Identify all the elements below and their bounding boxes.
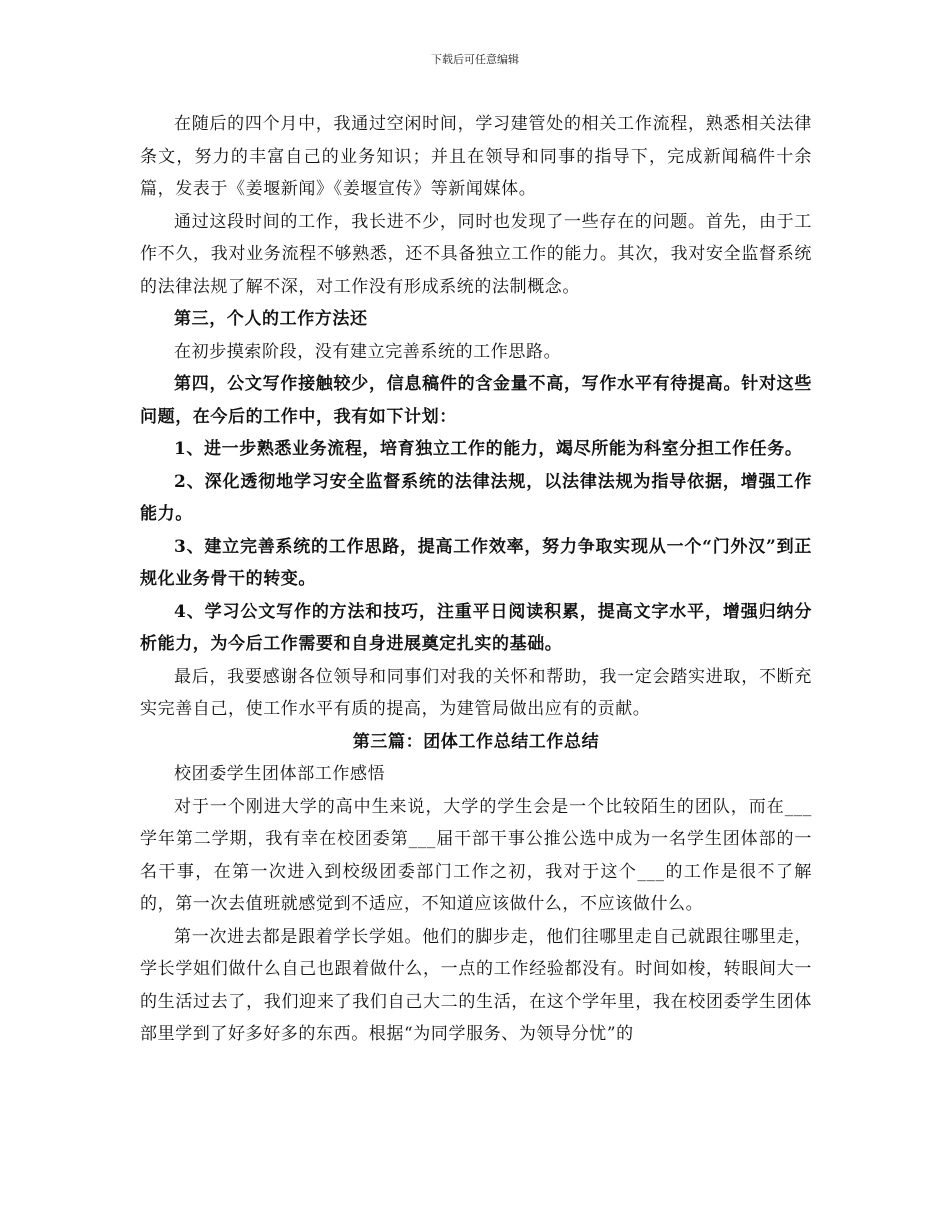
plan-item-4: 4、学习公文写作的方法和技巧，注重平日阅读积累，提高文字水平，增强归纳分析能力，为今后工作需要和自身进展奠定扎实的基础。 [140, 601, 812, 654]
paragraph-third-point: 第三，个人的工作方法还 [174, 309, 368, 329]
section-title: 第三篇：团体工作总结工作总结 [352, 731, 600, 752]
plan-item-1: 1、进一步熟悉业务流程，培育独立工作的能力，竭尽所能为科室分担工作任务。 [174, 439, 803, 459]
paragraph-third-point-continued: 在初步摸索阶段，没有建立完善系统的工作思路。 [174, 341, 562, 362]
document-body [140, 108, 812, 1051]
paragraph-problems: 通过这段时间的工作，我长进不少，同时也发现了一些存在的问题。首先，由于工作不久，我对业务流程不够熟悉，还不具备独立工作的能力。其次，我对安全监督系统的法律法规了解不深，对工作没有形成系统的法制概念。 [140, 211, 812, 297]
section-subtitle: 校团委学生团体部工作感悟 [174, 764, 386, 784]
paragraph-fourth-point: 第四，公文写作接触较少，信息稿件的含金量不高，写作水平有待提高。针对这些问题，在今后的工作中，我有如下计划： [140, 374, 812, 427]
page-header: 下载后可任意编辑 [431, 53, 519, 66]
paragraph-intro: 对于一个刚进大学的高中生来说，大学的学生会是一个比较陌生的团队，而在___学年第二学期，我有幸在校团委第___届干部干事公推公选中成为一名学生团体部的一名干事，在第一次进入到校级团委部门工作之初，我对于这个___的工作是很不了解的，第一次去值班就感觉到不适应，不知道应该做什么，不应该做什么。 [140, 796, 812, 914]
paragraph-study-progress: 在随后的四个月中，我通过空闲时间，学习建管处的相关工作流程，熟悉相关法律条文，努力的丰富自己的业务知识；并且在领导和同事的指导下，完成新闻稿件十余篇，发表于《姜堰新闻》《姜堰宣传》等新闻媒体。 [140, 114, 812, 199]
plan-item-2: 2、深化透彻地学习安全监督系统的法律法规，以法律法规为指导依据，增强工作能力。 [140, 471, 812, 524]
paragraph-thanks: 最后，我要感谢各位领导和同事们对我的关怀和帮助，我一定会踏实进取，不断充实完善自己，使工作水平有质的提高，为建管局做出应有的贡献。 [140, 666, 812, 719]
paragraph-first-experience: 第一次进去都是跟着学长学姐。他们的脚步走，他们往哪里走自己就跟往哪里走，学长学姐们做什么自己也跟着做什么，一点的工作经验都没有。时间如梭，转眼间大一的生活过去了，我们迎来了我们自己大二的生活，在这个学年里，我在校团委学生团体部里学到了好多好多的东西。根据“为同学服务、为领导分忧”的 [140, 926, 812, 1044]
plan-item-3: 3、建立完善系统的工作思路，提高工作效率，努力争取实现从一个“门外汉”到正规化业务骨干的转变。 [140, 536, 812, 589]
